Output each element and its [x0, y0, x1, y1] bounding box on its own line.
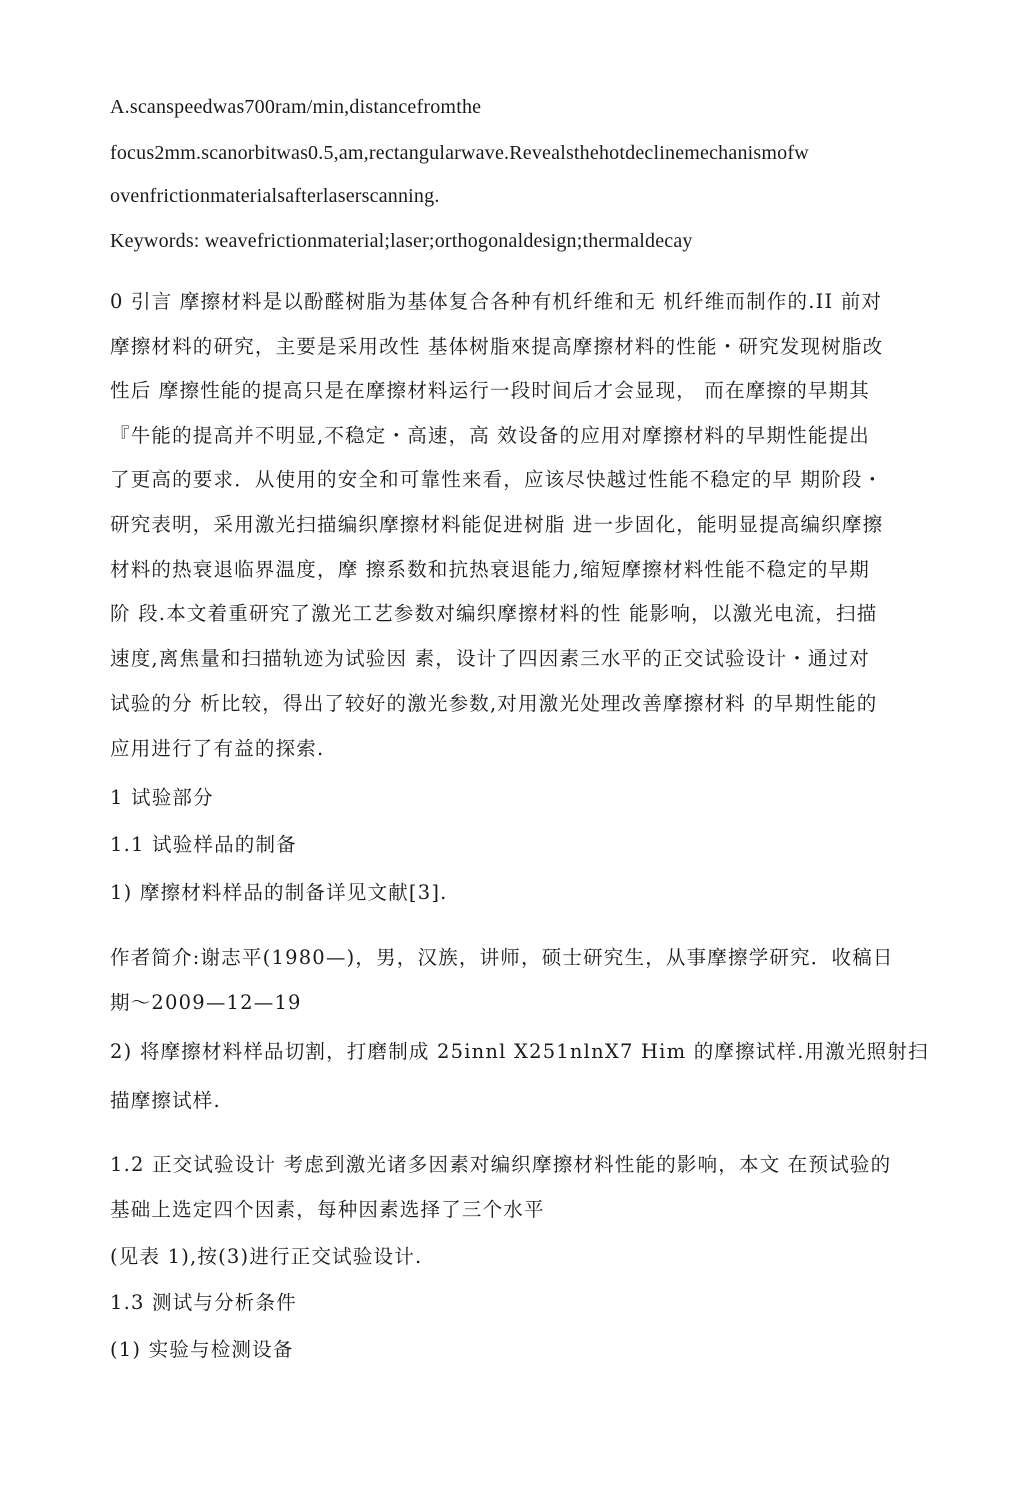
intro-line-9: 速度,离焦量和扫描轨迹为试验因 素，设计了四因素三水平的正交试验设计・通过对 [110, 647, 870, 670]
section-1-2-line-1: 1.2 正交试验设计 考虑到激光诸多因素对编织摩擦材料性能的影响，本文 在预试验的 [110, 1153, 892, 1176]
author-note-line-2: 期～2009—12—19 [110, 991, 302, 1014]
intro-line-6: 研究表明，采用激光扫描编织摩擦材料能促进树脂 进一步固化，能明显提高编织摩擦 [110, 513, 884, 536]
intro-line-2: 摩擦材料的研究，主要是采用改性 基体树脂來提高摩擦材料的性能・研究发现树脂改 [110, 335, 884, 358]
section-1-1-heading: 1.1 试验样品的制备 [110, 833, 297, 856]
section-1-3-heading: 1.3 测试与分析条件 [110, 1291, 297, 1314]
intro-line-1: 0 引言 摩擦材料是以酚醛树脂为基体复合各种有机纤维和无 机纤维而制作的.II 前对 [110, 290, 883, 313]
item-2-line-2: 描摩擦试样. [110, 1089, 221, 1112]
section-1-2-line-3: (见表 1),按(3)进行正交试验设计. [110, 1245, 423, 1268]
intro-line-3: 性后 摩擦性能的提高只是在摩擦材料运行一段时间后才会显现， 而在摩擦的早期其 [110, 379, 870, 402]
intro-line-10: 试验的分 析比较，得出了较好的激光参数,对用激光处理改善摩擦材料 的早期性能的 [110, 692, 878, 715]
item-2-line-1: 2) 将摩擦材料样品切割，打磨制成 25innl X251nlnX7 Him 的摩擦试样.用激光照射扫 [110, 1040, 929, 1063]
intro-line-11: 应用进行了有益的探索. [110, 737, 325, 760]
abstract-line-1: A.scanspeedwas700ram/min,distancefromthe [110, 96, 482, 118]
abstract-line-2: focus2mm.scanorbitwas0.5,am,rectangularwave.Revealsthehotdeclinemechanismofw [110, 142, 809, 164]
section-1-2-line-2: 基础上选定四个因素，每种因素选择了三个水平 [110, 1198, 545, 1221]
intro-line-7: 材料的热衰退临界温度，摩 擦系数和抗热衰退能力,缩短摩擦材料性能不稳定的早期 [110, 558, 870, 581]
section-1-3-item-1: (1) 实验与检测设备 [110, 1338, 294, 1361]
intro-line-8: 阶 段.本文着重研究了激光工艺参数对编织摩擦材料的性 能影响，以激光电流，扫描 [110, 602, 878, 625]
keywords-line: Keywords: weavefrictionmaterial;laser;orthogonaldesign;thermaldecay [110, 230, 693, 252]
section-1-heading: 1 试验部分 [110, 786, 214, 809]
author-note-line-1: 作者简介:谢志平(1980—)，男，汉族，讲师，硕士研究生，从事摩擦学研究．收稿日 [110, 946, 894, 969]
intro-line-5: 了更高的要求．从使用的安全和可靠性来看，应该尽快越过性能不稳定的早 期阶段・ [110, 468, 884, 491]
section-1-1-item-1: 1) 摩擦材料样品的制备详见文献[3]. [110, 881, 448, 904]
intro-line-4: 『牛能的提高并不明显,不稳定・高速，高 效设备的应用对摩擦材料的早期性能提出 [110, 424, 870, 447]
abstract-line-3: ovenfrictionmaterialsafterlaserscanning. [110, 185, 440, 207]
